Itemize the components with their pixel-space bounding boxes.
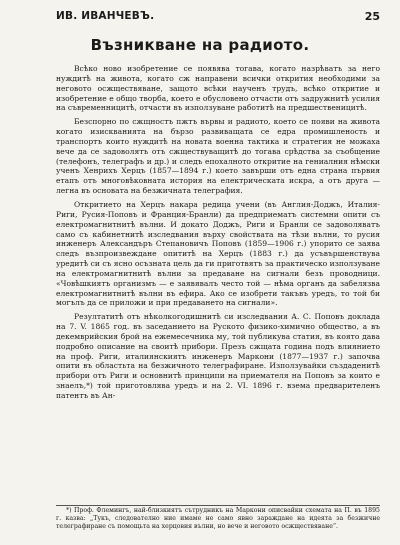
chapter-title: Възникване на радиото. xyxy=(90,36,310,54)
footnote-text: *) Проф. Флемингъ, най-близкиятъ сътрудникъ на Маркони описвайки схемата на П. въ 1895 г. казва: „Тукъ, следователно ние имаме не само явно зараждане на идеята за безжичне телеграфиране съ помощьта на херцовия вълни, но вече и неговото осжществяване“. xyxy=(56,507,380,530)
paragraph: Резултатитѣ отъ нѣколкогодишнитѣ си изследвания А. С. Поповъ доклада на 7. V. 1865 год. въ заседанието на Руското физико-химично общество, а въ декемврийския брой на ежемесечника му, той публикува статия, въ която дава подробно описание на своитѣ прибори. Презъ сжщата година подъ влиянието на проф. Риги, италиянскиятъ инженеръ Маркони (1877—1937 г.) започва опити въ областьта на безжичното телеграфиране. Използувайки създаденитѣ прибори отъ Риги и основнитѣ принципи на приемателя на Поповъ за които е знаелъ,*) той приготовлява уредъ и на 2. VI. 1896 г. взема предварителенъ патентъ въ Ан- xyxy=(56,312,380,400)
paragraph: Безспорно по сжщностъ пжтъ вървы и радиото, което се появи на живота когато изискванията на бързо развиващата се едра промишленость и транспортъ които нуждитѣ на новата военна тактика и стратегия не можаха вече да се задоволятъ отъ сжществуващитѣ до тогава срѣдства за съобщение (телефонъ, телеграфъ и др.) и следъ епохалното откритие на гениалния нѣмски ученъ Хенрихъ Херцъ (1857—1894 г.) което завърши отъ една страна първия етапъ отъ многовѣковната история на електрическата искра, а отъ друга — легна въ основата на безжичната телеграфия. xyxy=(56,117,380,196)
footnote xyxy=(56,507,380,531)
footnote-divider xyxy=(56,505,380,506)
page-number: 25 xyxy=(364,10,380,23)
body-text xyxy=(56,64,380,401)
paragraph: Откритието на Херцъ накара редица учени (въ Англия-Доджъ, Италия-Риги, Русия-Поповъ и Франция-Бранли) да предприематъ системни опити съ електромагнитнитѣ вълни. И докато Доджъ, Риги и Бранли се задоволяватъ само съ кабинетнитѣ изследвания върху свойствата на тѣзи вълни, то русия инженеръ Александъръ Степановичъ Поповъ (1859—1906 г.) упорито се заява следъ възпроизвеждане опититѣ на Херцъ (1883 г.) да усъвършенствува уредитѣ си съ ясно осъзната цель да ги приготвятъ за практическо използуване на електромагнитнитѣ вълни за предаване на сигнали безъ проводници. «Човѣшкиятъ организмъ — е заявявалъ честo той — нѣма органъ да забелязва електромагнитнитѣ вълни въ ефира. Ако се изобрети такъвъ уредъ, то той би могълъ да се приложи и при предаването на сигнали». xyxy=(56,199,380,308)
running-head: ИВ. ИВАНЧЕВЪ. xyxy=(56,10,155,22)
paragraph: Всѣко ново изобретение се появява тогава, когато назрѣватъ за него нуждитѣ на живота, когато сж направени всички открития необходими за неговото осжществяване, защото всѣки наученъ трудъ, всѣко откритие и изобретение е общо творба, което е обусловено отчасти отъ задружнитѣ усилия на съвременницитѣ, отчасти въ използуване работитѣ на предшественицитѣ. xyxy=(56,64,380,113)
